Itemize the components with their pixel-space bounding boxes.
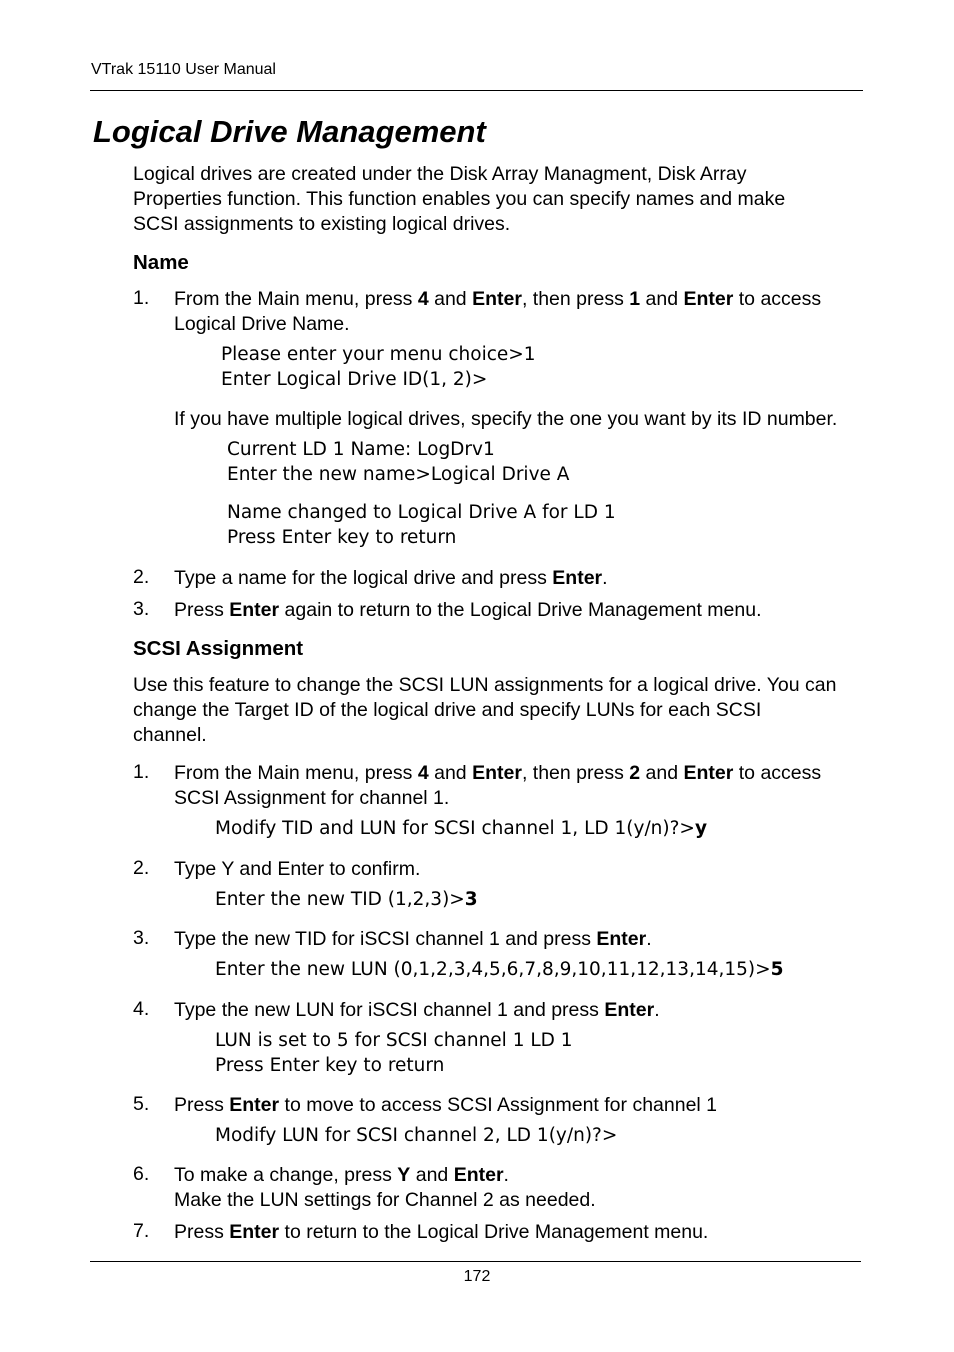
step-number: 6. [133, 1163, 150, 1185]
step-number: 2. [133, 566, 150, 588]
console-line: Enter Logical Drive ID(1, 2)> [221, 369, 488, 390]
footer-rule [90, 1261, 861, 1262]
intro-line-1: Logical drives are created under the Disk Array Managment, Disk Array [133, 163, 747, 185]
step-text: Type the new LUN for iSCSI channel 1 and press Enter. [174, 999, 660, 1021]
intro-line-3: SCSI assignments to existing logical drives. [133, 213, 511, 235]
step-text: Press Enter to move to access SCSI Assignment for channel 1 [174, 1094, 718, 1116]
console-line: Current LD 1 Name: LogDrv1 [227, 439, 495, 460]
section-heading-name: Name [133, 251, 189, 274]
step-number: 7. [133, 1220, 150, 1242]
console-line: Modify TID and LUN for SCSI channel 1, LD 1(y/n)?>y [215, 818, 707, 839]
console-line: Enter the new LUN (0,1,2,3,4,5,6,7,8,9,10,11,12,13,14,15)>5 [215, 959, 784, 980]
console-line: LUN is set to 5 for SCSI channel 1 LD 1 [215, 1030, 573, 1051]
step-text: From the Main menu, press 4 and Enter, then press 1 and Enter to access [174, 288, 822, 310]
step-text: Type the new TID for iSCSI channel 1 and press Enter. [174, 928, 652, 950]
running-header: VTrak 15110 User Manual [91, 61, 276, 78]
scsi-intro-line-3: channel. [133, 724, 207, 746]
intro-line-2: Properties function. This function enables you can specify names and make [133, 188, 786, 210]
step-text: Type a name for the logical drive and press Enter. [174, 567, 608, 589]
console-line: Enter the new name>Logical Drive A [227, 464, 570, 485]
step-text: Press Enter again to return to the Logical Drive Management menu. [174, 599, 762, 621]
console-line: Name changed to Logical Drive A for LD 1 [227, 502, 616, 523]
step-number: 5. [133, 1093, 150, 1115]
console-line: Enter the new TID (1,2,3)>3 [215, 889, 478, 910]
step-number: 1. [133, 287, 150, 309]
console-line: Press Enter key to return [215, 1055, 445, 1076]
step-text-continued: Make the LUN settings for Channel 2 as needed. [174, 1189, 596, 1211]
console-line: Press Enter key to return [227, 527, 457, 548]
header-rule [90, 90, 863, 91]
step-text: From the Main menu, press 4 and Enter, then press 2 and Enter to access [174, 762, 822, 784]
step-text: Type Y and Enter to confirm. [174, 858, 421, 880]
step-number: 1. [133, 761, 150, 783]
step-number: 2. [133, 857, 150, 879]
scsi-intro-line-1: Use this feature to change the SCSI LUN assignments for a logical drive. You can [133, 674, 837, 696]
step-number: 3. [133, 927, 150, 949]
page-number: 172 [463, 1268, 491, 1285]
console-line: Modify LUN for SCSI channel 2, LD 1(y/n)?> [215, 1125, 618, 1146]
step-text: To make a change, press Y and Enter. [174, 1164, 509, 1186]
section-heading-scsi: SCSI Assignment [133, 637, 304, 660]
scsi-intro-line-2: change the Target ID of the logical drive and specify LUNs for each SCSI [133, 699, 762, 721]
note-text: If you have multiple logical drives, specify the one you want by its ID number. [174, 408, 838, 430]
step-number: 3. [133, 598, 150, 620]
console-line: Please enter your menu choice>1 [221, 344, 536, 365]
page-title: Logical Drive Management [93, 114, 486, 149]
step-number: 4. [133, 998, 150, 1020]
step-text-continued: Logical Drive Name. [174, 313, 350, 335]
step-text: Press Enter to return to the Logical Drive Management menu. [174, 1221, 709, 1243]
step-text-continued: SCSI Assignment for channel 1. [174, 787, 450, 809]
